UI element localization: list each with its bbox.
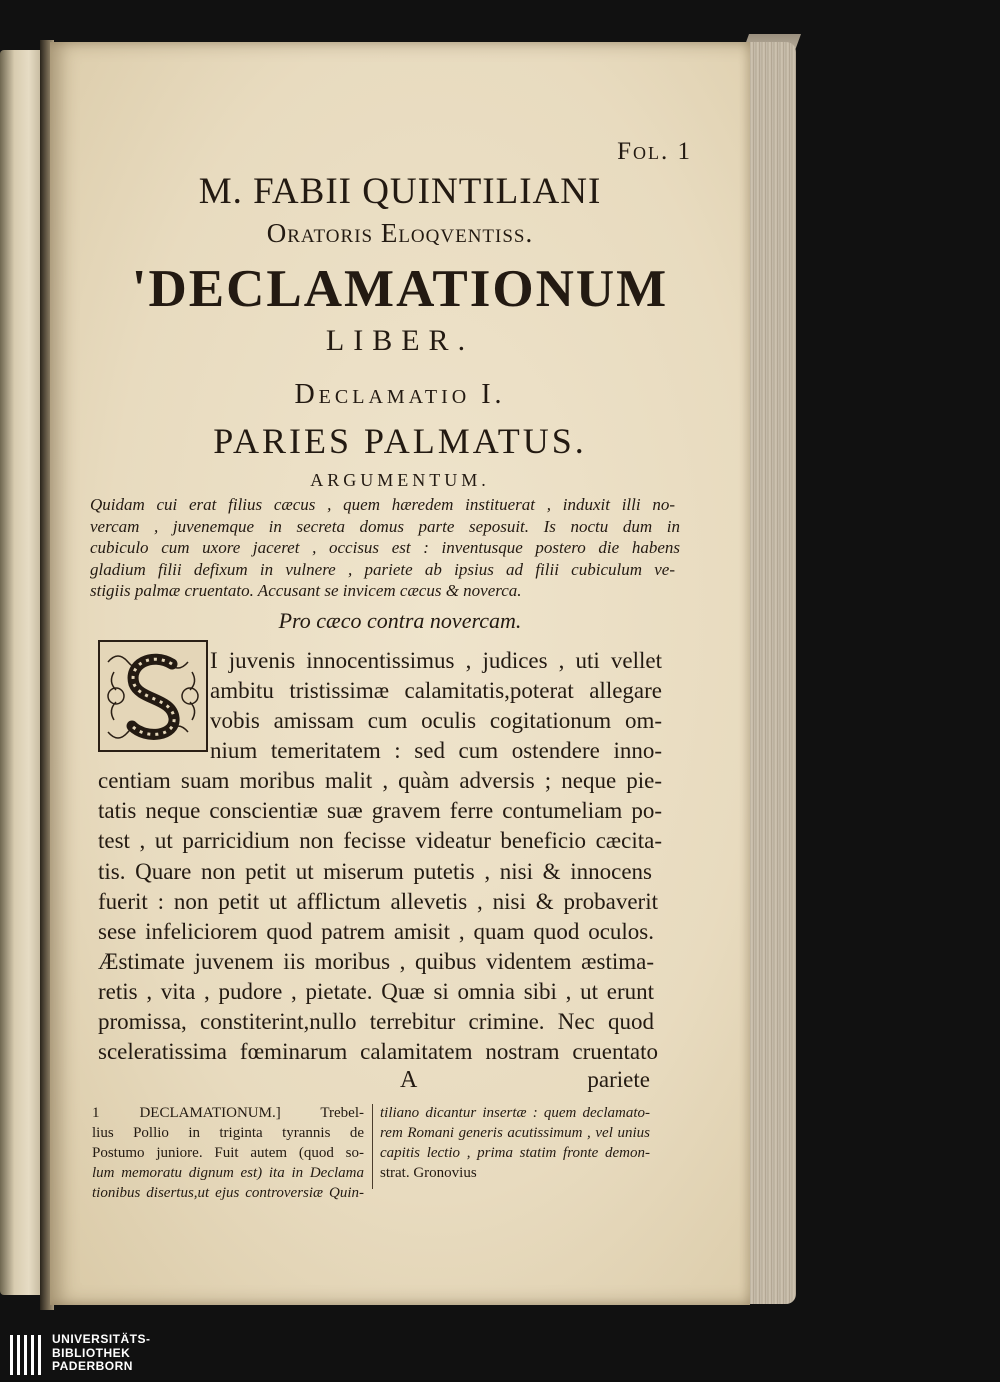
title-main: 'DECLAMATIONUM (131, 260, 669, 318)
footnote-right-line: capitis lectio , prima statim fronte demon- (380, 1145, 650, 1161)
footnote-left-line: 1 DECLAMATIONUM.] Trebel- (92, 1105, 364, 1121)
footnote-right-line: tiliano dicantur insertæ : quem declamato- (380, 1105, 650, 1121)
body-line: tis. Quare non petit ut miserum putetis , nisi & innocens (98, 859, 652, 884)
book-page (50, 42, 750, 1305)
body-line: fuerit : non petit ut afflictum allevetis , nisi & probaverit (98, 889, 658, 914)
footnote-left-line: tionibus disertus,ut ejus controversiæ Quin- (92, 1185, 364, 1201)
declamatio-number: Declamatio I. (294, 379, 506, 410)
catchword: pariete (587, 1067, 650, 1092)
argumentum-heading: ARGUMENTUM. (310, 470, 490, 490)
body-line: tatis neque conscientiæ suæ gravem ferre contumeliam po- (98, 798, 662, 823)
title-epithet: Oratoris Eloqventiss. (266, 218, 534, 248)
footnote-left-line: lum memoratu dignum est) ita in Declama (92, 1165, 364, 1181)
argumentum-text (90, 494, 680, 602)
body-line: centiam suam moribus malit , quàm adversis ; neque pie- (98, 768, 662, 793)
body-line: promissa, constiterint,nullo terrebitur crimine. Nec quod (98, 1009, 654, 1034)
argumentum-line: Quidam cui erat filius cæcus , quem hæredem instituerat , induxit illi no- (90, 495, 675, 514)
argumentum-line: gladium filii defixum in vulnere , pariete ab ipsius ad filii cubiculum ve- (90, 559, 675, 579)
library-name (52, 1333, 151, 1374)
footnote-left-line: lius Pollio in triginta tyrannis de (92, 1125, 364, 1141)
signature-mark: A (400, 1067, 418, 1093)
footnote-left-line: Postumo juniore. Fuit autem (quod so- (92, 1145, 364, 1161)
decorated-initial-s-icon (98, 640, 208, 752)
page-block-edge (748, 42, 796, 1304)
footnote-right-line: strat. Gronovius (380, 1165, 477, 1181)
library-footer (0, 1330, 1000, 1380)
library-name-line: UNIVERSITÄTS- (52, 1332, 151, 1346)
body-line: sceleratissima fœminarum calamitatem nostram cruentato (98, 1039, 658, 1064)
body-line: retis , vita , pudore , pietate. Quæ si omnia sibi , ut erunt (98, 979, 654, 1004)
notes-divider (372, 1104, 373, 1189)
argumentum-line: stigiis palmæ cruentato. Accusant se invicem cæcus & noverca. (90, 581, 522, 600)
argumentum-line: cubiculo cum uxore jaceret , occisus est : inventusque postero die habens (90, 538, 680, 557)
body-line: I juvenis innocentissimus , judices , uti vellet (210, 648, 662, 673)
argumentum-line: vercam , juvenemque in secreta domus parte seposuit. Is noctu dum in (90, 516, 680, 536)
declamatio-title: PARIES PALMATUS. (213, 421, 587, 461)
body-line: Æstimate juvenem iis moribus , quibus videntem æstima- (98, 949, 654, 974)
footnote-right-line: rem Romani generis acutissimum , vel unius (380, 1125, 650, 1141)
body-line: vobis amissam cum oculis cogitationum om- (210, 708, 662, 733)
body-line: nium temeritatem : sed cum ostendere inno- (210, 738, 662, 763)
body-line: sese infeliciorem quod patrem amisit , quam quod oculos. (98, 919, 654, 944)
body-line: ambitu tristissimæ calamitatis,poterat allegare (210, 678, 662, 703)
body-line: test , ut parricidium non fecisse videatur beneficio cæcita- (98, 828, 662, 853)
folio-number: Fol. 1 (617, 138, 692, 165)
library-name-line: BIBLIOTHEK (52, 1345, 131, 1360)
library-name-line: PADERBORN (52, 1359, 133, 1373)
title-liber: LIBER. (325, 324, 475, 357)
title-author: M. FABII QUINTILIANI (198, 171, 602, 212)
library-logo-icon (8, 1333, 44, 1377)
speech-subheading: Pro cæco contra novercam. (278, 608, 522, 633)
